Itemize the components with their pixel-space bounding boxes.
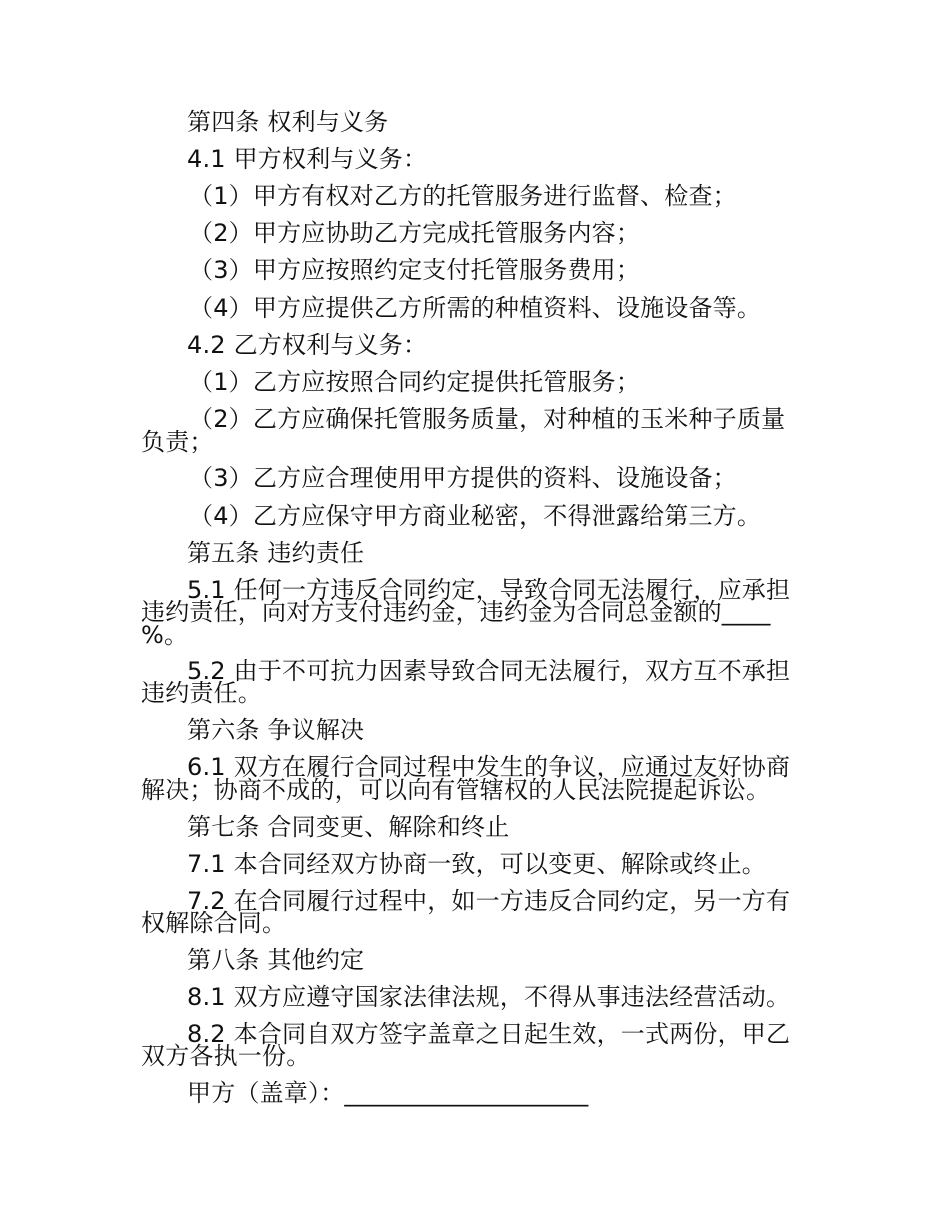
clause-6-1-cont: 解决；协商不成的，可以向有管辖权的人民法院提起诉讼。 xyxy=(141,776,771,804)
clause-6-1: 6.1 双方在履行合同过程中发生的争议，应通过友好协商 xyxy=(187,753,791,781)
clause-4-2-item-2-cont: 负责； xyxy=(141,428,214,456)
clause-7-2: 7.2 在合同履行过程中，如一方违反合同约定，另一方有 xyxy=(187,887,791,915)
clause-4-2-item-3: （3）乙方应合理使用甲方提供的资料、设施设备； xyxy=(189,464,737,492)
clause-4-2-heading: 4.2 乙方权利与义务： xyxy=(187,331,428,359)
clause-4-1-item-3: （3）甲方应按照约定支付托管服务费用； xyxy=(189,256,641,284)
clause-8-1: 8.1 双方应遵守国家法律法规，不得从事违法经营活动。 xyxy=(187,983,791,1011)
clause-4-2-item-2: （2）乙方应确保托管服务质量，对种植的玉米种子质量 xyxy=(189,405,786,433)
clause-4-1-item-4: （4）甲方应提供乙方所需的种植资料、设施设备等。 xyxy=(189,294,762,322)
clause-7-2-cont: 权解除合同。 xyxy=(141,909,287,937)
clause-4-2-item-1: （1）乙方应按照合同约定提供托管服务； xyxy=(189,368,641,396)
party-a-seal-line: 甲方（盖章）：____________________ xyxy=(187,1079,589,1107)
clause-5-2: 5.2 由于不可抗力因素导致合同无法履行，双方互不承担 xyxy=(187,657,791,685)
article-6-heading: 第六条 争议解决 xyxy=(187,716,365,744)
clause-7-1: 7.1 本合同经双方协商一致，可以变更、解除或终止。 xyxy=(187,850,766,878)
clause-5-1: 5.1 任何一方违反合同约定，导致合同无法履行，应承担 xyxy=(187,576,791,604)
article-8-heading: 第八条 其他约定 xyxy=(187,946,365,974)
article-5-heading: 第五条 违约责任 xyxy=(187,539,365,567)
clause-5-1-cont-2: %。 xyxy=(141,621,189,649)
clause-8-2-cont: 双方各执一份。 xyxy=(141,1042,311,1070)
clause-8-2: 8.2 本合同自双方签字盖章之日起生效，一式两份，甲乙 xyxy=(187,1020,791,1048)
clause-5-1-cont: 违约责任，向对方支付违约金，违约金为合同总金额的____ xyxy=(141,598,771,626)
clause-4-1-item-1: （1）甲方有权对乙方的托管服务进行监督、检查； xyxy=(189,182,737,210)
article-4-heading: 第四条 权利与义务 xyxy=(187,108,389,136)
article-7-heading: 第七条 合同变更、解除和终止 xyxy=(187,813,510,841)
clause-4-1-heading: 4.1 甲方权利与义务： xyxy=(187,145,428,173)
clause-4-2-item-4: （4）乙方应保守甲方商业秘密，不得泄露给第三方。 xyxy=(189,502,762,530)
clause-5-2-cont: 违约责任。 xyxy=(141,679,262,707)
clause-4-1-item-2: （2）甲方应协助乙方完成托管服务内容； xyxy=(189,219,641,247)
